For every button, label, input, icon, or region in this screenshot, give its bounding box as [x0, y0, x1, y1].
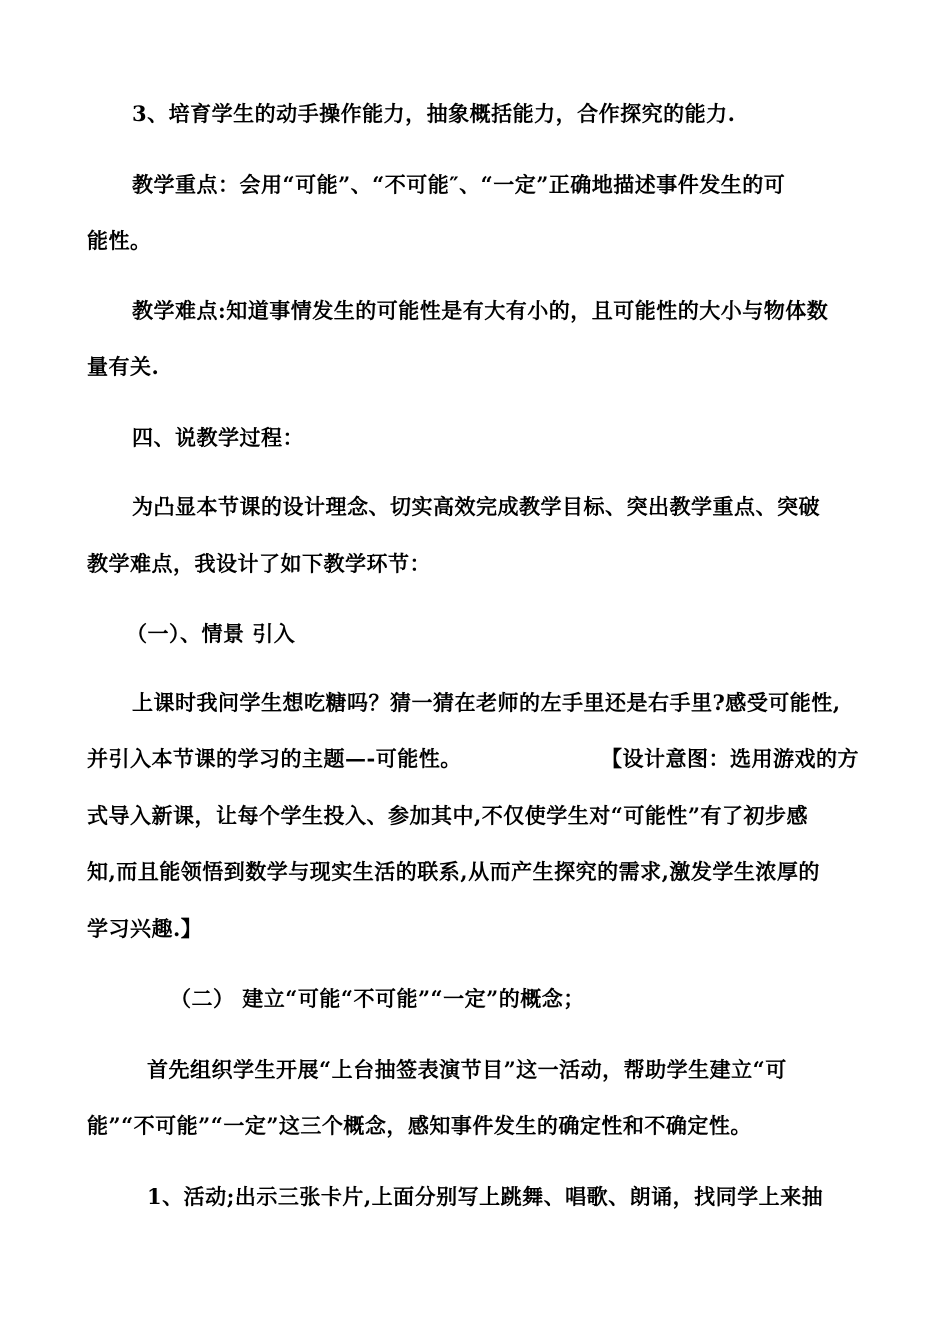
difficulty-line-1: 教学难点:知道事情发生的可能性是有大有小的，且可能性的大小与物体数: [132, 298, 829, 323]
process-intro-line-1: 为凸显本节课的设计理念、切实高效完成教学目标、突出教学重点、突破: [132, 494, 820, 519]
difficulty-line-2: 量有关.: [87, 354, 160, 379]
key-point-line-2: 能性。: [87, 228, 152, 253]
objective-3-line: 3、培育学生的动手操作能力，抽象概括能力，合作探究的能力.: [132, 101, 736, 126]
step-one-line-3: 式导入新课，让每个学生投入、参加其中,不仅使学生对“可能性”有了初步感: [87, 803, 808, 828]
step-two-line-1: 首先组织学生开展“上台抽签表演节目”这一活动，帮助学生建立“可: [147, 1057, 787, 1082]
section-four-heading: 四、说教学过程：: [132, 425, 304, 450]
step-one-line-4: 知,而且能领悟到数学与现实生活的联系,从而产生探究的需求,激发学生浓厚的: [87, 859, 820, 884]
step-one-line-5: 学习兴趣.】: [87, 916, 203, 941]
step-two-line-2: 能”“不可能”“一定”这三个概念，感知事件发生的确定性和不确定性。: [87, 1113, 752, 1138]
activity-line-1: 1、活动;出示三张卡片,上面分别写上跳舞、唱歌、朗诵，找同学上来抽: [147, 1184, 824, 1209]
step-one-line-1: 上课时我问学生想吃糖吗？猜一猜在老师的左手里还是右手里?感受可能性,: [132, 690, 841, 715]
design-intent-start: 【设计意图：选用游戏的方: [601, 746, 859, 771]
step-two-heading: （二） 建立“可能“不可能”“一定”的概念；: [170, 986, 585, 1011]
step-one-line-2: 并引入本节课的学习的主题—-可能性。: [87, 746, 462, 771]
process-intro-line-2: 教学难点，我设计了如下教学环节：: [87, 551, 431, 576]
step-one-heading: （一）、情景 引入: [126, 621, 296, 646]
key-point-line-1: 教学重点：会用“可能”、“不可能″、“一定”正确地描述事件发生的可: [132, 172, 786, 197]
